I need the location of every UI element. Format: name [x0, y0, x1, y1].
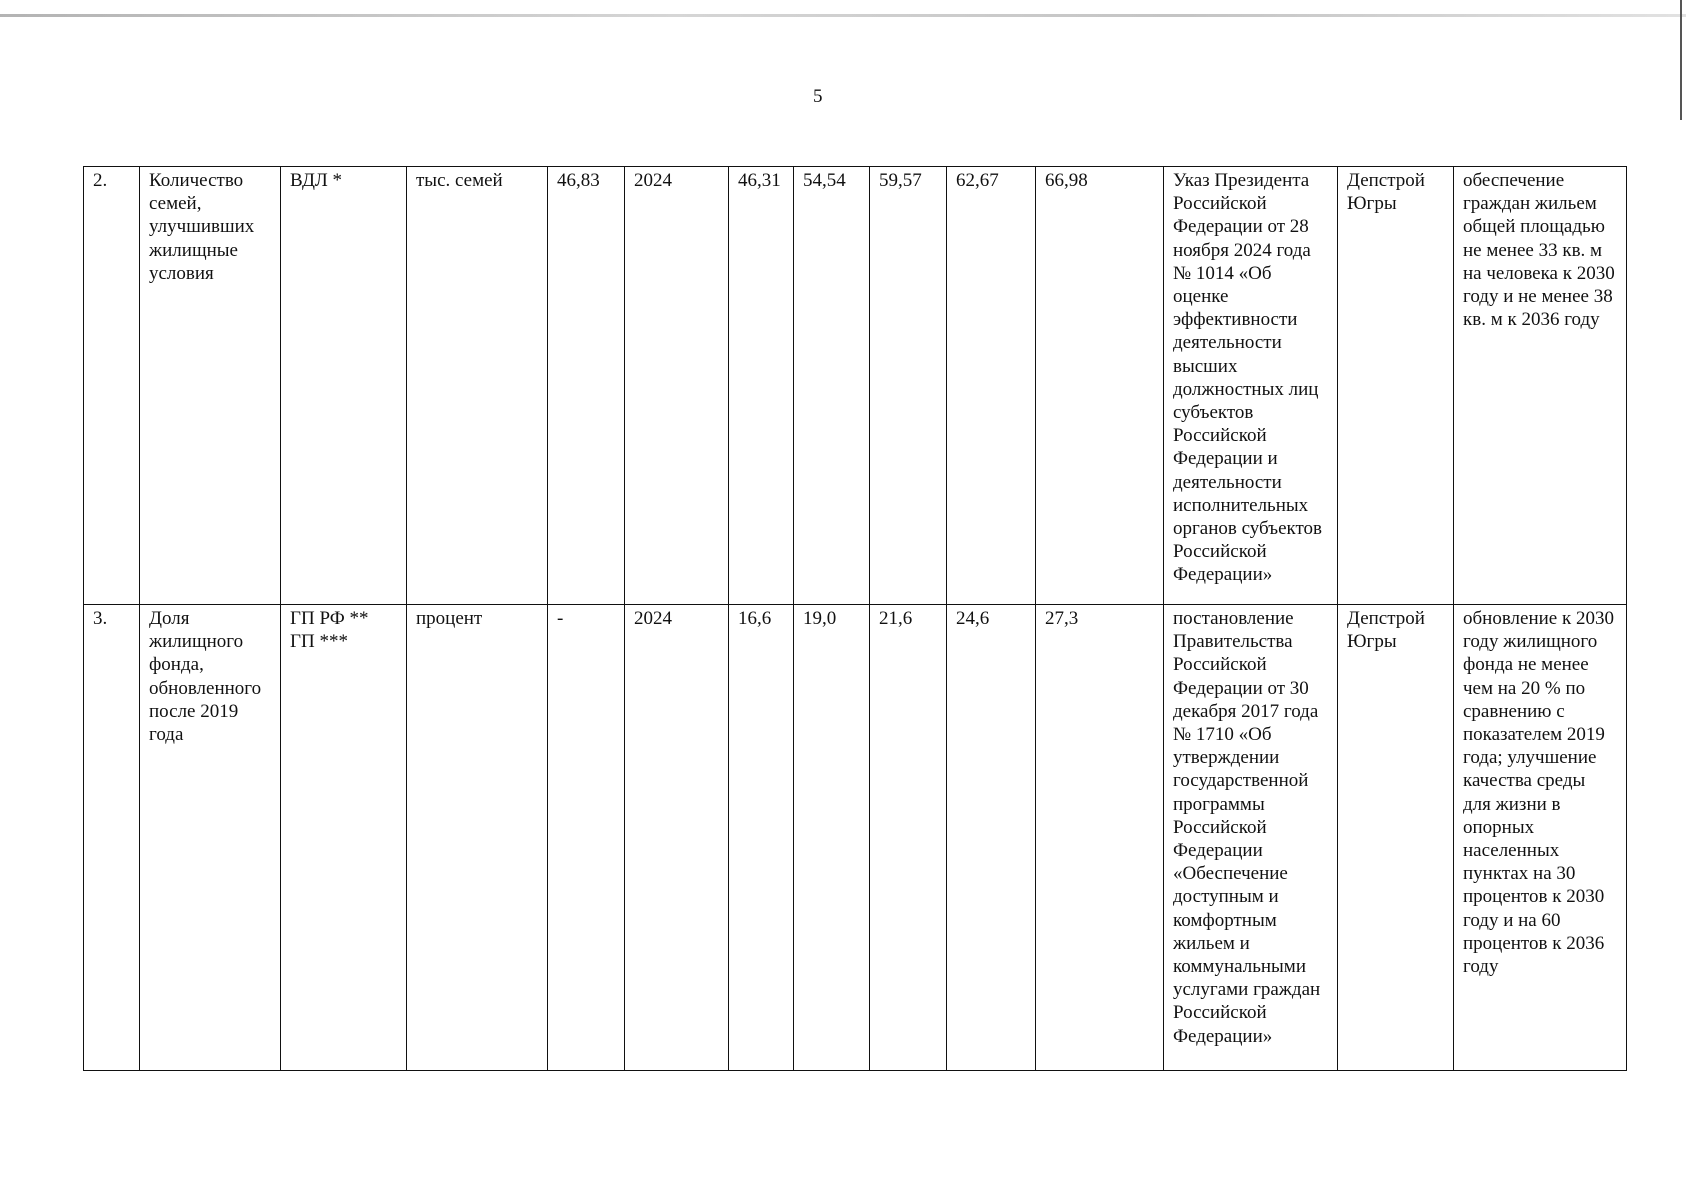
source-document: Указ Президента Российской Федерации от 28 ноября 2024 года № 1014 «Об оценке эффективности деятельности высших должностных лиц субъектов Российской Федерации и деятельности исполнительных органов субъектов Российской Федерации» [1164, 167, 1338, 605]
scan-edge-top [0, 14, 1686, 17]
indicator-name: Количество семей, улучшивших жилищные условия [140, 167, 281, 605]
responsible-body: Депстрой Югры [1338, 167, 1454, 605]
value-4: 62,67 [947, 167, 1036, 605]
value-3: 59,57 [870, 167, 947, 605]
value-3: 21,6 [870, 605, 947, 1071]
indicator-name: Доля жилищного фонда, обновленного после 2019 года [140, 605, 281, 1071]
unit-of-measure: процент [407, 605, 548, 1071]
responsible-body: Депстрой Югры [1338, 605, 1454, 1071]
base-year: 2024 [625, 167, 729, 605]
indicator-level: ГП РФ ** ГП *** [281, 605, 407, 1071]
national-goal: обеспечение граждан жильем общей площадью не менее 33 кв. м на человека к 2030 году и не менее 38 кв. м к 2036 году [1454, 167, 1627, 605]
row-number: 2. [84, 167, 140, 605]
value-4: 24,6 [947, 605, 1036, 1071]
national-goal: обновление к 2030 году жилищного фонда не менее чем на 20 % по сравнению с показателем 2019 года; улучшение качества среды для жизни в опорных населенных пунктах на 30 процентов к 2030 году и на 60 процентов к 2036 году [1454, 605, 1627, 1071]
table-row [84, 167, 1627, 605]
page-number: 5 [813, 86, 823, 107]
base-year: 2024 [625, 605, 729, 1071]
value-1: 46,31 [729, 167, 794, 605]
value-5: 27,3 [1036, 605, 1164, 1071]
base-value: 46,83 [548, 167, 625, 605]
row-number: 3. [84, 605, 140, 1071]
value-5: 66,98 [1036, 167, 1164, 605]
scan-edge-right [1680, 0, 1682, 120]
value-2: 19,0 [794, 605, 870, 1071]
base-value: - [548, 605, 625, 1071]
indicators-table [83, 166, 1627, 1071]
value-1: 16,6 [729, 605, 794, 1071]
table-row [84, 605, 1627, 1071]
source-document: постановление Правительства Российской Федерации от 30 декабря 2017 года № 1710 «Об утверждении государственной программы Российской Федерации «Обеспечение доступным и комфортным жильем и коммунальными услугами граждан Российской Федерации» [1164, 605, 1338, 1071]
unit-of-measure: тыс. семей [407, 167, 548, 605]
indicator-level: ВДЛ * [281, 167, 407, 605]
value-2: 54,54 [794, 167, 870, 605]
